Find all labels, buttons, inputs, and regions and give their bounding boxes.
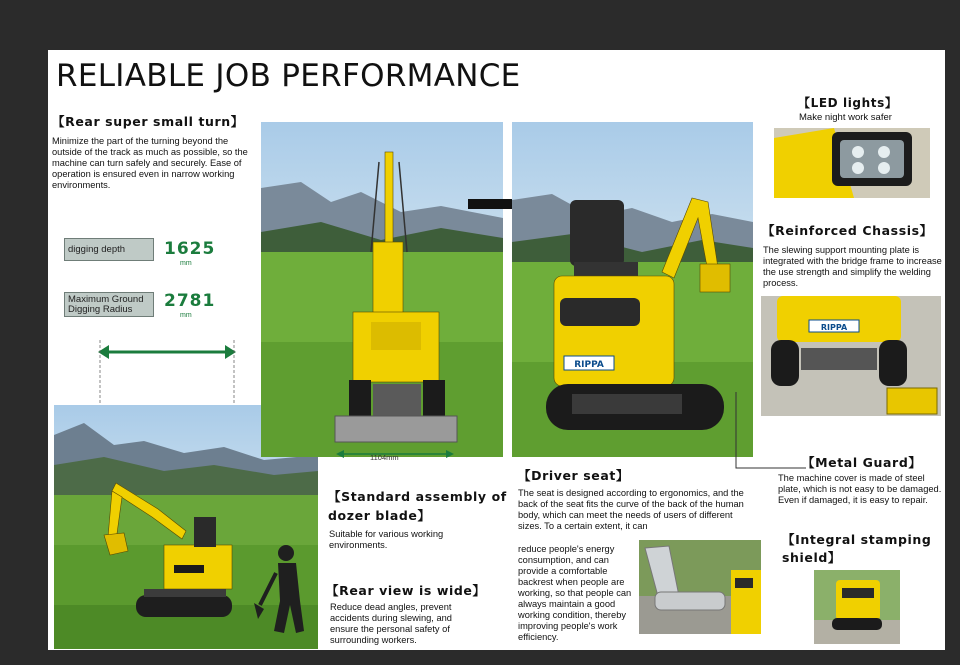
chassis-text: The slewing support mounting plate is integrated with the bridge frame to increase the use strength and simplify the welding process. bbox=[763, 245, 942, 288]
digging-radius-label: Maximum Ground Digging Radius bbox=[64, 292, 154, 317]
rear-view-text: Reduce dead angles, prevent accidents during slewing, and ensure the personal safety of surrounding workers. bbox=[330, 602, 452, 645]
led-heading: 【LED lights】 bbox=[798, 96, 898, 110]
stamping-shield-illustration bbox=[814, 570, 900, 644]
brand-logo: RIPPA bbox=[574, 360, 604, 370]
rear-turn-heading: 【Rear super small turn】 bbox=[52, 114, 244, 129]
digging-depth-unit: mm bbox=[180, 260, 192, 267]
chassis-brand-logo: RIPPA bbox=[820, 323, 848, 332]
driver-seat-photo bbox=[639, 540, 761, 634]
front-view-photo bbox=[261, 122, 503, 457]
chassis-illustration bbox=[761, 296, 941, 416]
width-dimension-label: 1104mm bbox=[370, 453, 399, 462]
stamping-shield-photo bbox=[814, 570, 900, 644]
dozer-text: Suitable for various working environments. bbox=[329, 529, 444, 550]
chassis-heading: 【Reinforced Chassis】 bbox=[762, 223, 933, 238]
rear-turn-text: Minimize the part of the turning beyond the outside of the track as much as possible, so the machine can turn safely and securely. Ease of operation is ensured even in narrow working environments. bbox=[52, 136, 248, 190]
digging-depth-value: 1625 bbox=[164, 239, 216, 259]
digging-radius-unit: mm bbox=[180, 312, 192, 319]
rear-view-heading: 【Rear view is wide】 bbox=[326, 583, 486, 598]
led-text: Make night work safer bbox=[799, 112, 892, 123]
driver-seat-illustration bbox=[639, 540, 761, 634]
product-sheet bbox=[48, 50, 945, 650]
driver-seat-heading: 【Driver seat】 bbox=[518, 468, 630, 483]
rear-view-illustration bbox=[512, 122, 753, 457]
led-light-photo bbox=[774, 128, 930, 198]
page-title: RELIABLE JOB PERFORMANCE bbox=[56, 58, 521, 94]
front-view-illustration bbox=[261, 122, 503, 457]
driver-seat-text-left: reduce people's energy consumption, and can provide a comfortable backrest when people are working, so that people can always maintain a good working condition, thereby improving people's work efficiency. bbox=[518, 544, 632, 642]
rear-view-photo bbox=[512, 122, 753, 457]
stamping-heading: 【Integral stamping shield】 bbox=[782, 532, 932, 565]
led-light-illustration bbox=[774, 128, 930, 198]
metal-guard-text: The machine cover is made of steel plate, which is not easy to be damaged. Even if damaged, it is easy to repair. bbox=[778, 473, 942, 505]
digging-radius-value: 2781 bbox=[164, 291, 216, 311]
metal-guard-heading: 【Metal Guard】 bbox=[802, 455, 922, 470]
driver-seat-text-top: The seat is designed according to ergonomics, and the back of the seat fits the curve of the back of the human body, which can meet the needs of users of different sizes. To a certain extent, it can bbox=[518, 488, 744, 531]
chassis-photo bbox=[761, 296, 941, 416]
dozer-heading: 【Standard assembly of dozer blade】 bbox=[328, 489, 507, 523]
digging-depth-label: digging depth bbox=[64, 238, 154, 261]
